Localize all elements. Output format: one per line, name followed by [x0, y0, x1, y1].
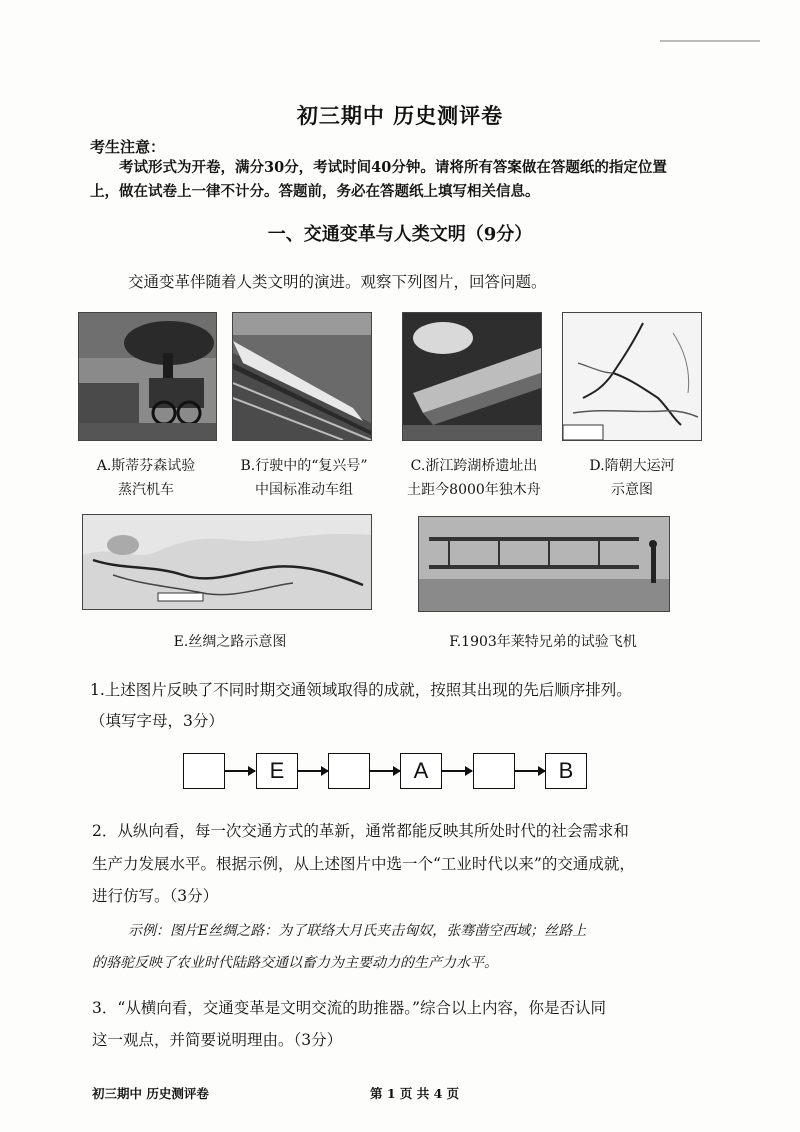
silk-road-map — [83, 515, 371, 609]
wright-flyer-photo — [419, 517, 669, 611]
section-title: 一、交通变革与人类文明（9分） — [267, 224, 533, 245]
image-b-fuxing-train — [232, 312, 372, 441]
caption-f: F.1903年莱特兄弟的试验飞机 — [449, 634, 637, 650]
footer-page-number: 第 1 页 共 4 页 — [370, 1086, 460, 1101]
question-1-line1: 1.上述图片反映了不同时期交通领域取得的成就，按照其出现的先后顺序排列。 — [90, 681, 632, 699]
notice-label: 考生注意： — [90, 138, 166, 156]
sequence-arrow-2 — [298, 770, 328, 772]
dugout-canoe-photo — [403, 313, 541, 440]
footer-title: 初三期中 历史测评卷 — [92, 1086, 209, 1101]
caption-d-line2: 示意图 — [611, 482, 653, 498]
caption-e: E.丝绸之路示意图 — [173, 634, 287, 650]
high-speed-train-photo — [233, 313, 371, 440]
sequence-arrow-5 — [515, 770, 545, 772]
question-3-line1: 3．“从横向看，交通变革是文明交流的助推器。”综合以上内容，你是否认同 — [92, 999, 606, 1017]
sequence-box-2[interactable]: E — [256, 753, 298, 789]
sequence-box-6[interactable]: B — [545, 753, 587, 789]
question-3-line2: 这一观点，并简要说明理由。（3分） — [92, 1031, 343, 1049]
caption-a-line2: 蒸汽机车 — [118, 482, 174, 498]
sequence-arrow-1 — [225, 770, 255, 772]
image-d-grand-canal-map — [562, 312, 702, 441]
caption-b-line2: 中国标准动车组 — [255, 482, 353, 498]
sequence-box-3[interactable] — [328, 753, 370, 789]
notice-text: 考试形式为开卷，满分30分，考试时间40分钟。请将所有答案做在答题纸的指定位置上，做在试卷上一律不计分。答题前，务必在答题纸上填写相关信息。 — [90, 159, 667, 200]
sequence-box-5[interactable] — [473, 753, 515, 789]
caption-c-line1: C.浙江跨湖桥遗址出 — [410, 458, 538, 474]
image-e-silk-road-map — [82, 514, 372, 610]
caption-c-line2: 土距今8000年独木舟 — [407, 482, 541, 498]
caption-c — [386, 454, 562, 502]
scan-mark — [660, 40, 760, 42]
image-c-dugout-canoe — [402, 312, 542, 441]
section-intro: 交通变革伴随着人类文明的演进。观察下列图片，回答问题。 — [128, 273, 547, 291]
question-2-line2: 生产力发展水平。根据示例，从上述图片中选一个“工业时代以来”的交通成就， — [92, 855, 635, 873]
example-line1: 示例：图片E丝绸之路：为了联络大月氏夹击匈奴，张骞凿空西域；丝路上 — [128, 923, 587, 939]
caption-b — [216, 454, 392, 502]
question-2-line3: 进行仿写。（3分） — [92, 887, 219, 905]
example-line2: 的骆驼反映了农业时代陆路交通以畜力为主要动力的生产力水平。 — [92, 955, 498, 971]
sequence-arrow-4 — [442, 770, 472, 772]
steam-locomotive-photo — [79, 313, 216, 440]
sequence-arrow-3 — [370, 770, 400, 772]
exam-title: 初三期中 历史测评卷 — [296, 103, 504, 128]
grand-canal-map — [563, 313, 701, 440]
caption-d — [562, 454, 702, 502]
question-2-line1: 2．从纵向看，每一次交通方式的革新，通常都能反映其所处时代的社会需求和 — [92, 822, 629, 840]
sequence-box-4[interactable]: A — [400, 753, 442, 789]
image-f-wright-flyer — [418, 516, 670, 612]
question-1-line2: （填写字母，3分） — [90, 712, 224, 730]
image-a-steam-locomotive — [78, 312, 217, 441]
caption-a-line1: A.斯蒂芬森试验 — [96, 458, 196, 474]
sequence-box-1[interactable] — [183, 753, 225, 789]
caption-b-line1: B.行驶中的“复兴号” — [240, 458, 368, 474]
caption-d-line1: D.隋朝大运河 — [589, 458, 675, 474]
caption-a — [66, 454, 226, 502]
